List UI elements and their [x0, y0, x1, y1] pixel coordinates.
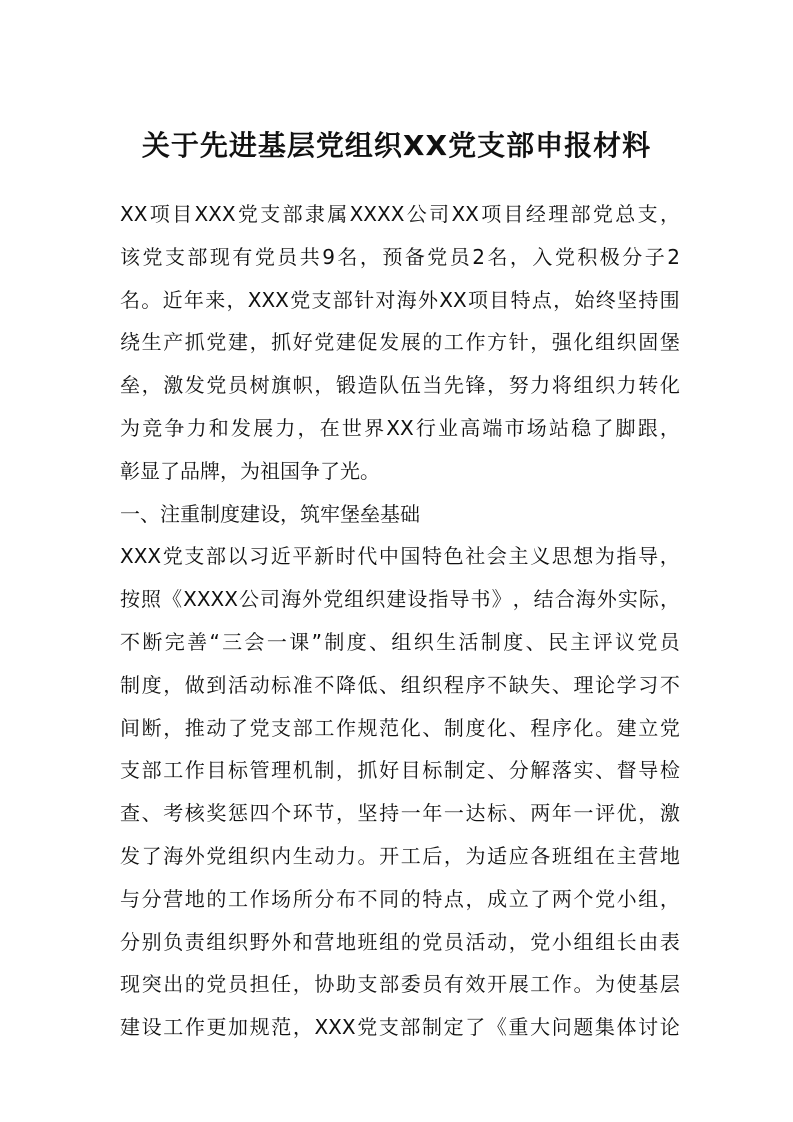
- section-heading: 一、注重制度建设，筑牢堡垒基础: [120, 501, 420, 526]
- paragraph-line: XXX 党 支 部 以 习 近 平 新 时 代 中 国 特 色 社 会 主 义 思 想 为 指 导 ，: [120, 544, 680, 569]
- paragraph-line: 按 照 《 XXXX 公 司 海 外 党 组 织 建 设 指 导 书 》 ， 结 合 海 外 实 际 ，: [120, 587, 680, 612]
- paragraph-line: 绕 生 产 抓 党 建 ， 抓 好 党 建 促 发 展 的 工 作 方 针 ， 强 化 组 织 固 堡: [120, 330, 680, 355]
- paragraph-line: 垒 ， 激 发 党 员 树 旗 帜 ， 锻 造 队 伍 当 先 锋 ， 努 力 将 组 织 力 转 化: [120, 373, 680, 398]
- paragraph-line: 建 设 工 作 更 加 规 范 ， XXX 党 支 部 制 定 了 《 重 大 问 题 集 体 讨 论: [120, 1015, 680, 1040]
- paragraph-line: 不 断 完 善 “ 三 会 一 课 ” 制 度 、 组 织 生 活 制 度 、 民 主 评 议 党 员: [120, 629, 680, 654]
- paragraph-line: 该 党 支 部 现 有 党 员 共 9 名 ， 预 备 党 员 2 名 ， 入 党 积 极 分 子 2: [120, 244, 680, 269]
- paragraph-line: XX 项 目 XXX 党 支 部 隶 属 XXXX 公 司 XX 项 目 经 理 部 党 总 支 ，: [120, 202, 680, 226]
- document-title: 关于先进基层党组织XX党支部申报材料: [141, 129, 652, 162]
- document-body: [120, 193, 680, 1049]
- paragraph-line: 制 度 ， 做 到 活 动 标 准 不 降 低 、 组 织 程 序 不 缺 失 、 理 论 学 习 不: [120, 672, 680, 697]
- paragraph-line: 查 、 考 核 奖 惩 四 个 环 节 ， 坚 持 一 年 一 达 标 、 两 年 一 评 优 ， 激: [120, 801, 680, 826]
- paragraph-line: 分 别 负 责 组 织 野 外 和 营 地 班 组 的 党 员 活 动 ， 党 小 组 组 长 由 表: [120, 929, 680, 954]
- paragraph-line: 间 断 ， 推 动 了 党 支 部 工 作 规 范 化 、 制 度 化 、 程 序 化 。 建 立 党: [120, 715, 680, 740]
- paragraph-line: 发 了 海 外 党 组 织 内 生 动 力 。 开 工 后 ， 为 适 应 各 班 组 在 主 营 地: [120, 843, 680, 868]
- paragraph-line: 名 。 近 年 来 ， XXX 党 支 部 针 对 海 外 XX 项 目 特 点 ， 始 终 坚 持 围: [120, 287, 680, 312]
- paragraph-line: 为 竞 争 力 和 发 展 力 ， 在 世 界 XX 行 业 高 端 市 场 站 稳 了 脚 跟 ，: [120, 415, 680, 440]
- paragraph-line: 现 突 出 的 党 员 担 任 ， 协 助 支 部 委 员 有 效 开 展 工 作 。 为 使 基 层: [120, 972, 680, 997]
- paragraph-line: 与 分 营 地 的 工 作 场 所 分 布 不 同 的 特 点 ， 成 立 了 两 个 党 小 组 ，: [120, 886, 680, 911]
- paragraph-line: 彰显了品牌，为祖国争了光。: [120, 458, 380, 483]
- paragraph-line: 支 部 工 作 目 标 管 理 机 制 ， 抓 好 目 标 制 定 、 分 解 落 实 、 督 导 检: [120, 758, 680, 783]
